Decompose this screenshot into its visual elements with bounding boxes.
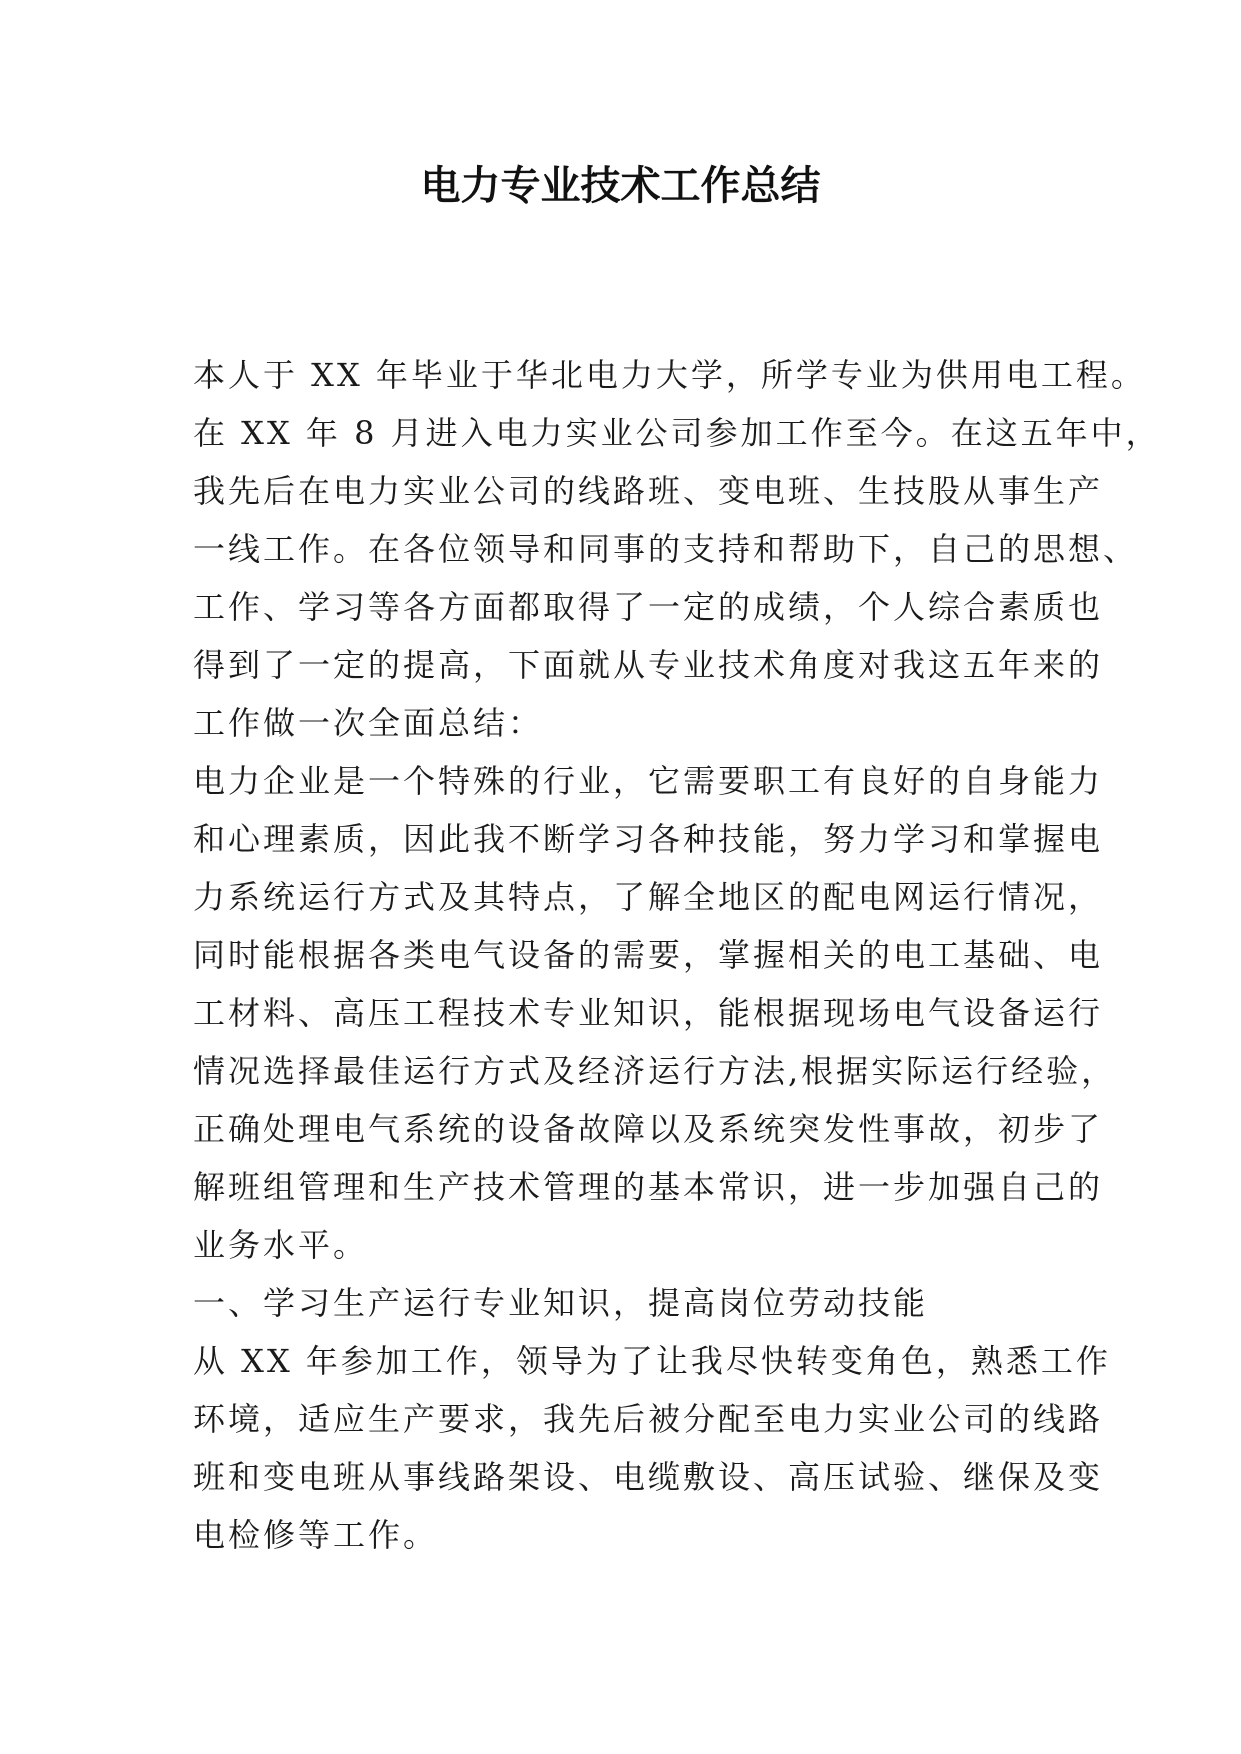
- text-line: 一线工作。在各位领导和同事的支持和帮助下，自己的思想、: [193, 530, 1139, 568]
- text-line: 环境，适应生产要求，我先后被分配至电力实业公司的线路: [193, 1400, 1104, 1438]
- text-line: 我先后在电力实业公司的线路班、变电班、生技股从事生产: [193, 472, 1104, 510]
- section-heading: 一、学习生产运行专业知识，提高岗位劳动技能: [193, 1284, 929, 1322]
- text-line: 正确处理电气系统的设备故障以及系统突发性事故，初步了: [193, 1110, 1104, 1148]
- text-line: 电力企业是一个特殊的行业，它需要职工有良好的自身能力: [193, 762, 1104, 800]
- text-line: 得到了一定的提高，下面就从专业技术角度对我这五年来的: [193, 646, 1104, 684]
- text-line: 和心理素质，因此我不断学习各种技能，努力学习和掌握电: [193, 820, 1104, 858]
- text-line: 本人于 XX 年毕业于华北电力大学，所学专业为供用电工程。: [193, 356, 1146, 394]
- text-line: 情况选择最佳运行方式及经济运行方法,根据实际运行经验，: [193, 1052, 1117, 1090]
- text-line: 工材料、高压工程技术专业知识，能根据现场电气设备运行: [193, 994, 1104, 1032]
- text-line: 电检修等工作。: [193, 1516, 439, 1554]
- text-line: 业务水平。: [193, 1226, 369, 1264]
- text-line: 工作做一次全面总结：: [193, 704, 544, 742]
- text-line: 班和变电班从事线路架设、电缆敷设、高压试验、继保及变: [193, 1458, 1104, 1496]
- text-line: 工作、学习等各方面都取得了一定的成绩，个人综合素质也: [193, 588, 1104, 626]
- text-line: 同时能根据各类电气设备的需要，掌握相关的电工基础、电: [193, 936, 1104, 974]
- document-body: [193, 346, 1161, 1564]
- text-line: 从 XX 年参加工作，领导为了让我尽快转变角色，熟悉工作: [193, 1342, 1111, 1380]
- document-title: 电力专业技术工作总结: [420, 163, 821, 209]
- text-line: 解班组管理和生产技术管理的基本常识，进一步加强自己的: [193, 1168, 1104, 1206]
- text-line: 力系统运行方式及其特点，了解全地区的配电网运行情况，: [193, 878, 1104, 916]
- text-line: 在 XX 年 8 月进入电力实业公司参加工作至今。在这五年中，: [193, 414, 1161, 452]
